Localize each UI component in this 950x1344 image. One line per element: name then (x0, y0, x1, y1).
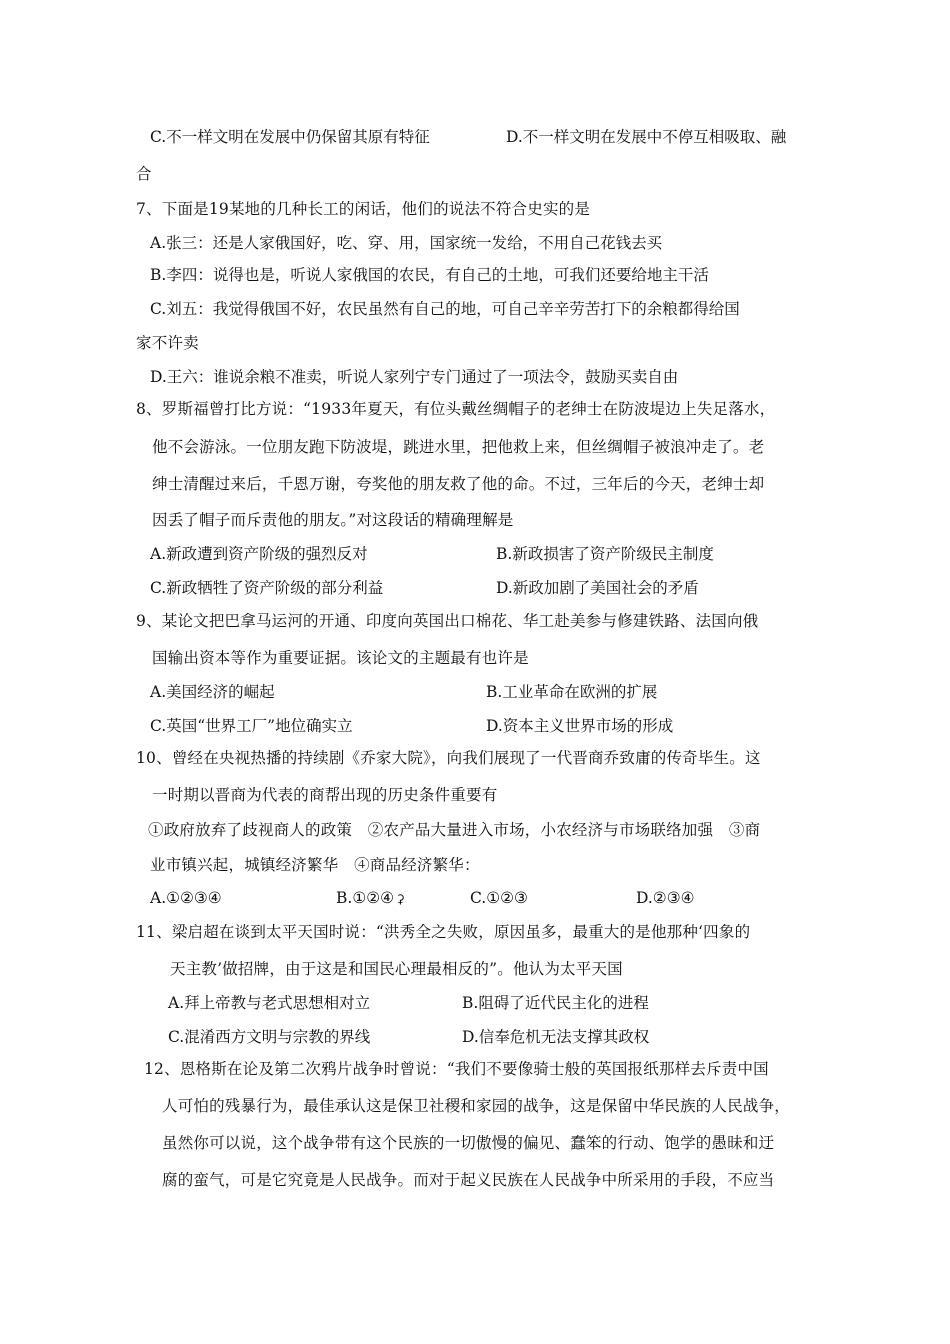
q8-stem-line-1: 8、罗斯福曾打比方说：“1933年夏天，有位头戴丝绸帽子的老绅士在防波堤边上失足落水， (136, 400, 776, 418)
q8-stem-line-2: 他不会游泳。一位朋友跑下防波堤，跳进水里，把他救上来，但丝绸帽子被浪冲走了。老 (152, 438, 765, 456)
q7-option-c: C.刘五：我觉得俄国不好，农民虽然有自己的地，可自己辛辛劳苦打下的余粮都得给国 (150, 300, 740, 318)
q10-stem-line-1: 10、曾经在央视热播的持续剧《乔家大院》，向我们展现了一代晋商乔致庸的传奇毕生。这 (136, 749, 761, 767)
cart-icon: ⚳ (396, 892, 405, 906)
q10-option-d: D.②③④ (636, 889, 695, 907)
q11-option-d: D.信奉危机无法支撑其政权 (462, 1028, 650, 1046)
q10-option-a: A.①②③④ (150, 889, 222, 907)
q6-option-c: C.不一样文明在发展中仍保留其原有特征 (150, 128, 430, 146)
q11-stem-line-2: 天主教’做招牌，由于这是和国民心理最相反的”。他认为太平天国 (170, 960, 623, 978)
q11-option-b: B.阻碍了近代民主化的进程 (462, 994, 649, 1012)
q8-option-b: B.新政损害了资产阶级民主制度 (496, 545, 714, 563)
q10-option-b-wrap (336, 888, 405, 909)
q8-stem-line-4: 因丢了帽子而斥责他的朋友。”对这段话的精确理解是 (152, 511, 514, 529)
q12-stem-line-3: 虽然你可以说，这个战争带有这个民族的一切傲慢的偏见、蠢笨的行动、饱学的愚昧和迂 (162, 1134, 775, 1152)
q8-stem-line-3: 绅士清醒过来后，千恩万谢，夸奖他的朋友救了他的命。不过，三年后的今天，老绅士却 (152, 475, 765, 493)
q6-option-d-continued: 合 (136, 165, 152, 183)
q7-option-c-continued: 家不许卖 (136, 334, 199, 352)
q8-option-d: D.新政加剧了美国社会的矛盾 (496, 579, 699, 597)
q7-stem: 7、下面是19某地的几种长工的闲话，他们的说法不符合史实的是 (136, 200, 591, 218)
q7-option-d: D.王六：谁说余粮不准卖，听说人家列宁专门通过了一项法令，鼓励买卖自由 (150, 368, 679, 386)
q7-option-a: A.张三：还是人家俄国好，吃、穿、用，国家统一发给，不用自己花钱去买 (150, 234, 663, 252)
q10-option-b: B.①②④ (336, 889, 395, 907)
q9-option-d: D.资本主义世界市场的形成 (486, 717, 674, 735)
q10-stem-line-4: 业市镇兴起，城镇经济繁华 ④商品经济繁华： (150, 856, 480, 874)
q10-stem-line-3: ①政府放弃了歧视商人的政策 ②农产品大量进入市场，小农经济与市场联络加强 ③商 (148, 821, 761, 839)
q9-option-a: A.美国经济的崛起 (150, 683, 275, 701)
q10-stem-line-2: 一时期以晋商为代表的商帮出现的历史条件重要有 (152, 786, 498, 804)
q9-stem-line-2: 国输出资本等作为重要证据。该论文的主题最有也许是 (152, 649, 529, 667)
q12-stem-line-1: 12、恩格斯在论及第二次鸦片战争时曾说：“我们不要像骑士般的英国报纸那样去斥责中国 (144, 1060, 769, 1078)
q11-stem-line-1: 11、梁启超在谈到太平天国时说：“洪秀全之失败，原因虽多，最重大的是他那种‘四象的 (136, 923, 751, 941)
q12-stem-line-2: 人可怕的残暴行为，最佳承认这是保卫社稷和家园的战争，这是保留中华民族的人民战争， (162, 1097, 791, 1115)
q11-option-c: C.混淆西方文明与宗教的界线 (168, 1028, 371, 1046)
q8-option-a: A.新政遭到资产阶级的强烈反对 (150, 545, 368, 563)
q9-option-c: C.英国“世界工厂”地位确实立 (150, 717, 353, 735)
q7-option-b: B.李四：说得也是，听说人家俄国的农民，有自己的土地，可我们还要给地主干活 (150, 266, 709, 284)
q9-stem-line-1: 9、某论文把巴拿马运河的开通、印度向英国出口棉花、华工赴美参与修建铁路、法国向俄 (136, 612, 759, 630)
q12-stem-line-4: 腐的蛮气，可是它究竟是人民战争。而对于起义民族在人民战争中所采用的手段，不应当 (162, 1171, 775, 1189)
q11-option-a: A.拜上帝教与老式思想相对立 (168, 994, 371, 1012)
q9-option-b: B.工业革命在欧洲的扩展 (486, 683, 658, 701)
q10-option-c: C.①②③ (470, 889, 528, 907)
q6-option-d: D.不一样文明在发展中不停互相吸取、融 (506, 128, 787, 146)
q8-option-c: C.新政牺牲了资产阶级的部分利益 (150, 579, 384, 597)
